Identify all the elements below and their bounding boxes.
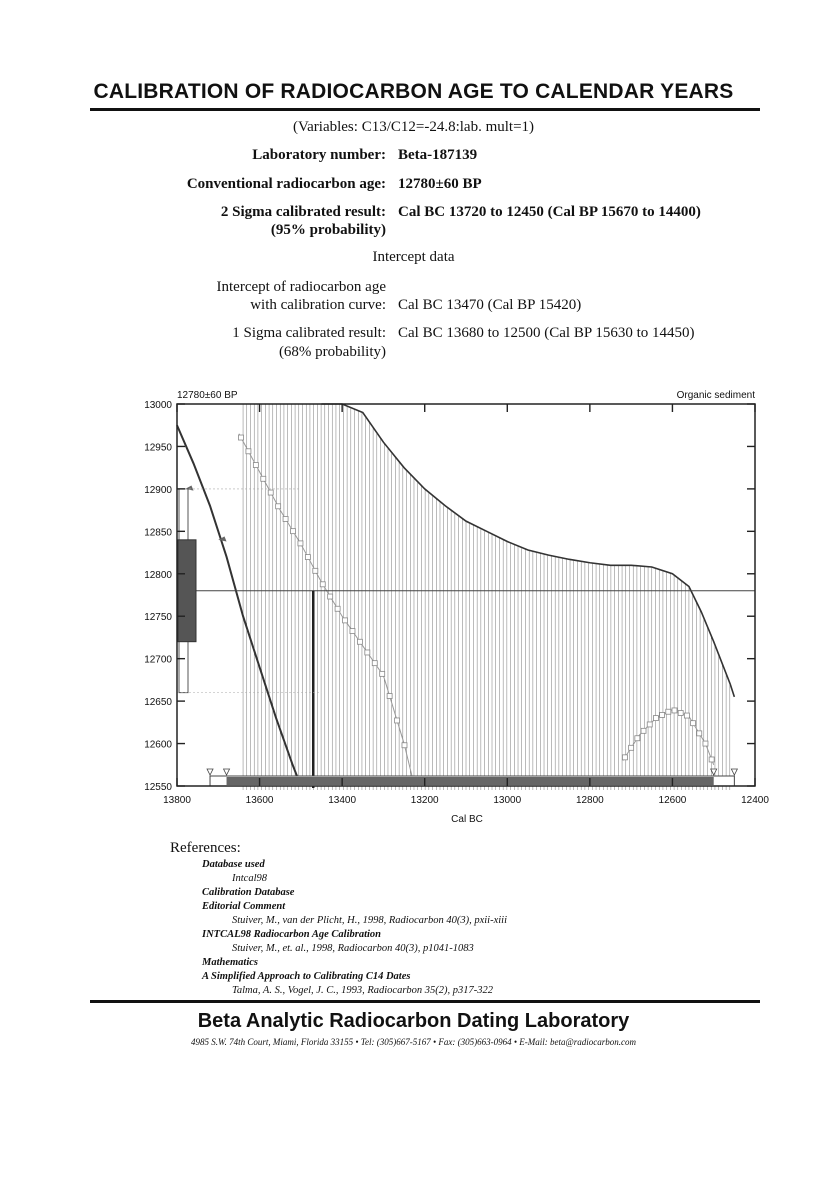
- probability-ramp-marker: [320, 582, 325, 587]
- range-marker: [731, 769, 737, 775]
- probability-ramp-marker: [276, 504, 281, 509]
- x-tick-label: 13000: [493, 795, 522, 806]
- y-tick-label: 12550: [144, 782, 172, 793]
- reference-item: Calibration Database: [202, 887, 295, 898]
- one-sigma-range-bar: [227, 777, 714, 785]
- probability-bump-marker: [666, 709, 671, 714]
- probability-ramp-line: [239, 434, 412, 778]
- lab-address: 4985 S.W. 74th Court, Miami, Florida 33155 • Tel: (305)667-5167 • Fax: (305)663-0964 • E-Mail: beta@radiocarbon.com: [190, 1037, 637, 1047]
- probability-ramp-marker: [246, 449, 251, 454]
- reference-item: Stuiver, M., et. al., 1998, Radiocarbon 40(3), p1041-1083: [232, 943, 474, 954]
- range-marker: [207, 769, 213, 775]
- probability-ramp-marker: [372, 661, 377, 666]
- probability-ramp-marker: [365, 650, 370, 655]
- lab-number-value: Beta-187139: [398, 147, 478, 163]
- reference-item: Talma, A. S., Vogel, J. C., 1993, Radiocarbon 35(2), p317-322: [232, 985, 494, 996]
- probability-ramp-marker: [335, 606, 340, 611]
- probability-ramp-marker: [298, 541, 303, 546]
- footer-rule-top: [90, 1000, 760, 1003]
- probability-ramp-marker: [268, 490, 273, 495]
- probability-ramp-marker: [395, 718, 400, 723]
- probability-bump-marker: [641, 728, 646, 733]
- x-tick-label: 12400: [741, 795, 769, 806]
- variables-line: (Variables: C13/C12=-24.8:lab. mult=1): [292, 119, 535, 135]
- range-marker: [711, 769, 717, 775]
- chart-top-right-label: Organic sediment: [676, 390, 755, 401]
- reference-item: INTCAL98 Radiocarbon Age Calibration: [202, 929, 382, 940]
- conv-age-value: 12780±60 BP: [398, 176, 482, 192]
- references-heading: References:: [170, 840, 241, 856]
- x-tick-label: 13800: [163, 795, 191, 806]
- y-tick-label: 12800: [144, 569, 172, 581]
- probability-ramp-marker: [305, 555, 310, 560]
- intercept-label-2: with calibration curve:: [250, 297, 386, 313]
- probability-ramp-marker: [261, 476, 266, 481]
- y-tick-label: 12750: [144, 612, 172, 624]
- y-tick-label: 12700: [144, 654, 172, 666]
- probability-ramp-marker: [328, 594, 333, 599]
- probability-ramp-marker: [380, 671, 385, 676]
- title-rule: [90, 108, 760, 111]
- lab-number-label: Laboratory number:: [252, 147, 386, 163]
- intercept-label-1: Intercept of radiocarbon age: [216, 279, 386, 295]
- probability-bump-marker: [691, 721, 696, 726]
- x-tick-label: 13200: [410, 795, 439, 806]
- y-tick-label: 12650: [144, 697, 172, 709]
- probability-ramp-marker: [402, 743, 407, 748]
- reference-item: Mathematics: [202, 957, 259, 968]
- two-sigma-value: Cal BC 13720 to 12450 (Cal BP 15670 to 14400): [398, 204, 701, 220]
- x-axis-label: Cal BC: [451, 814, 483, 825]
- probability-ramp-marker: [343, 618, 348, 623]
- probability-envelope-line: [322, 404, 735, 697]
- probability-ramp-marker: [283, 516, 288, 521]
- one-sigma-box: [178, 540, 196, 642]
- probability-ramp-marker: [387, 694, 392, 699]
- reference-item: Stuiver, M., van der Plicht, H., 1998, Radiocarbon 40(3), pxii-xiii: [232, 915, 507, 926]
- probability-bump-marker: [684, 713, 689, 718]
- calibration-chart: [0, 380, 827, 840]
- one-sigma-value: Cal BC 13680 to 12500 (Cal BP 15630 to 14450): [398, 325, 695, 341]
- probability-ramp-marker: [238, 435, 243, 440]
- probability-ramp-marker: [291, 529, 296, 534]
- two-sigma-label: 2 Sigma calibrated result:: [220, 204, 386, 220]
- x-tick-label: 12600: [658, 795, 687, 806]
- x-tick-label: 13600: [245, 795, 274, 806]
- lab-name: Beta Analytic Radiocarbon Dating Laboratory: [197, 1010, 630, 1032]
- probability-bump-marker: [653, 716, 658, 721]
- y-tick-label: 12850: [144, 527, 172, 539]
- plot-area: [144, 400, 769, 806]
- x-tick-label: 12800: [575, 795, 604, 806]
- references-list: [202, 858, 762, 998]
- y-tick-label: 12950: [144, 442, 172, 454]
- range-marker: [224, 769, 230, 775]
- intercept-value: Cal BC 13470 (Cal BP 15420): [398, 297, 582, 313]
- y-tick-label: 12900: [144, 484, 172, 496]
- probability-bump-marker: [678, 710, 683, 715]
- one-sigma-label: 1 Sigma calibrated result:: [232, 325, 386, 341]
- curve-arrow-marker: [185, 485, 193, 490]
- probability-ramp-marker: [253, 463, 258, 468]
- probability-ramp-marker: [313, 568, 318, 573]
- y-tick-label: 12600: [144, 739, 172, 751]
- one-sigma-prob: (68% probability): [278, 344, 386, 360]
- probability-bump-marker: [697, 731, 702, 736]
- reference-item: A Simplified Approach to Calibrating C14 Dates: [202, 971, 411, 982]
- probability-bump-marker: [635, 736, 640, 741]
- probability-bump-marker: [622, 755, 627, 760]
- page-title: CALIBRATION OF RADIOCARBON AGE TO CALENDAR YEARS: [93, 80, 734, 103]
- y-tick-label: 13000: [144, 400, 172, 411]
- chart-top-left-label: 12780±60 BP: [177, 390, 238, 401]
- probability-ramp-marker: [357, 639, 362, 644]
- reference-item: Editorial Comment: [202, 901, 286, 912]
- probability-bump-marker: [647, 722, 652, 727]
- probability-bump-marker: [672, 708, 677, 713]
- x-tick-label: 13400: [328, 795, 357, 806]
- two-sigma-prob: (95% probability): [270, 222, 386, 238]
- probability-ramp-marker: [350, 629, 355, 634]
- probability-bump-marker: [709, 757, 714, 762]
- conv-age-label: Conventional radiocarbon age:: [186, 176, 386, 192]
- intercept-heading: Intercept data: [372, 249, 455, 265]
- probability-bump-marker: [660, 712, 665, 717]
- probability-bump-marker: [703, 741, 708, 746]
- reference-item: Intcal98: [232, 873, 267, 884]
- probability-bump-marker: [629, 745, 634, 750]
- reference-item: Database used: [202, 859, 265, 870]
